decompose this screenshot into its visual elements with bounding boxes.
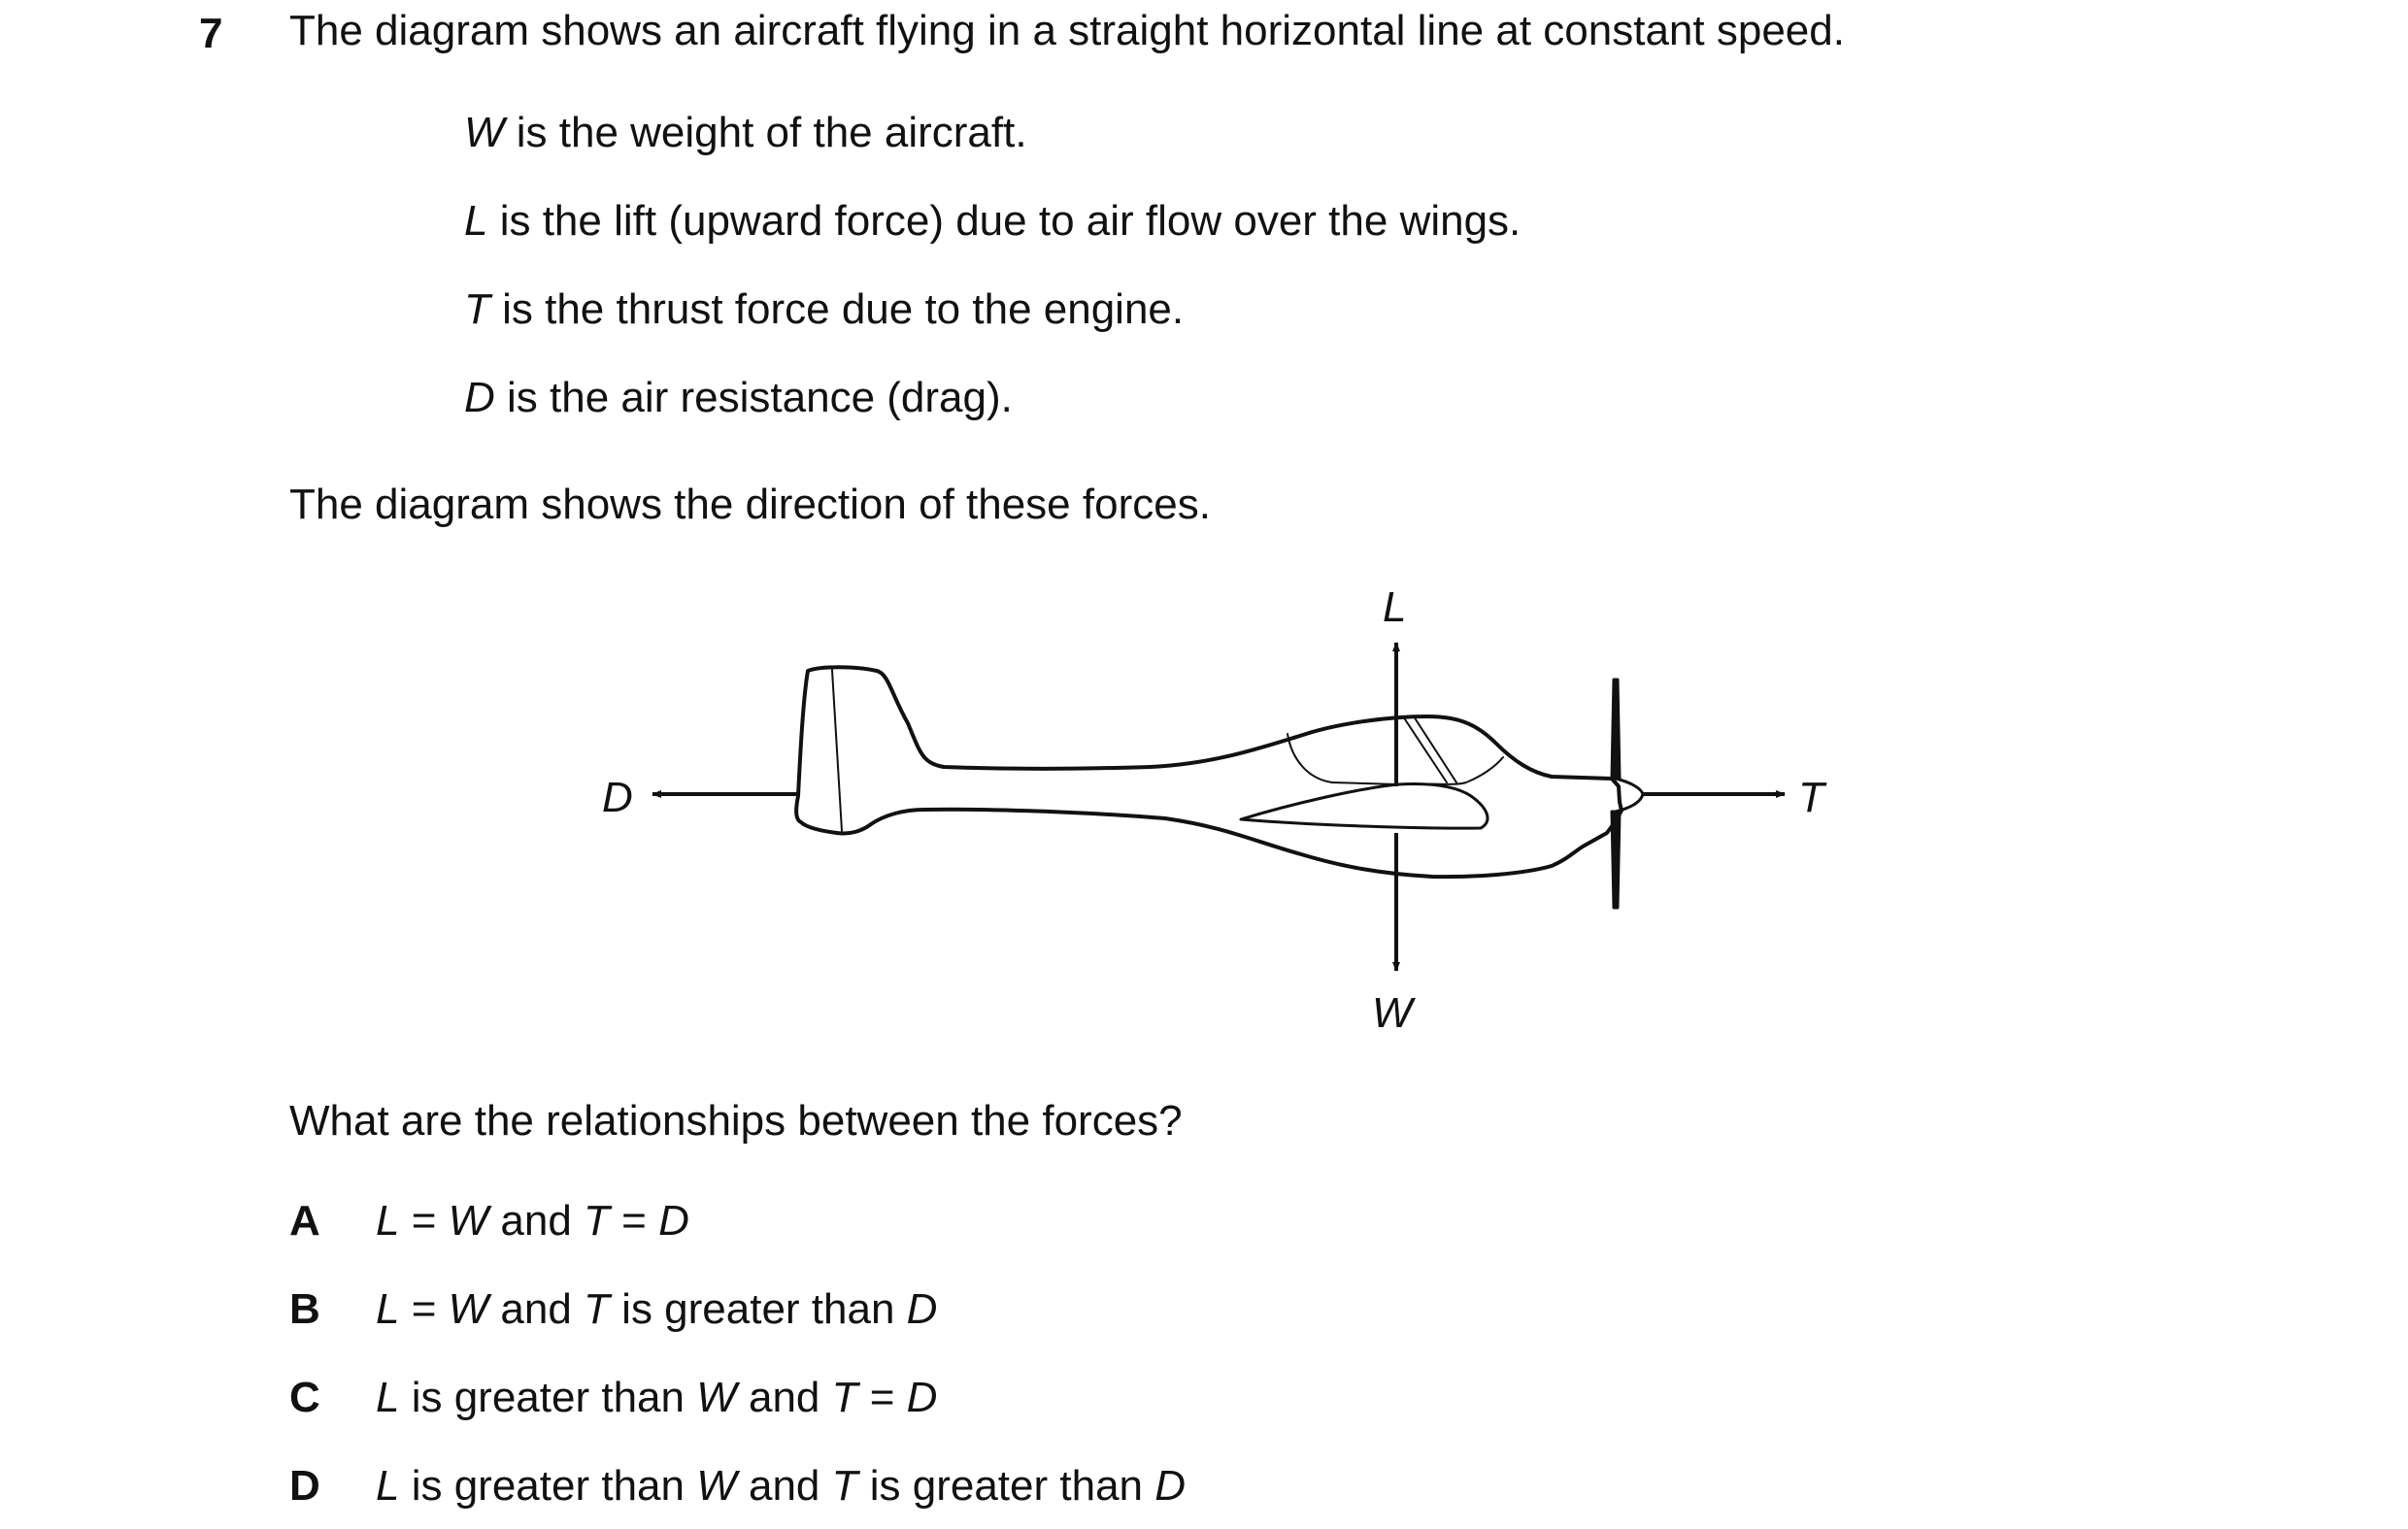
option-text <box>376 1285 937 1334</box>
option-word: is greater than <box>857 1462 1155 1510</box>
option-symbol: T <box>584 1285 610 1333</box>
option-letter: B <box>289 1285 320 1333</box>
definition-symbol: D <box>464 374 495 421</box>
option-symbol: W <box>696 1462 737 1510</box>
option-word: = <box>399 1285 449 1333</box>
option-symbol: D <box>906 1374 938 1421</box>
option-letter: C <box>289 1374 320 1421</box>
option-word: = <box>399 1197 449 1245</box>
option-word: and <box>736 1374 832 1421</box>
option-symbol: D <box>1154 1462 1187 1510</box>
option-symbol: L <box>376 1285 400 1333</box>
option-word: is greater than <box>399 1374 697 1421</box>
canopy-frame <box>1403 716 1456 782</box>
option-text <box>376 1462 1186 1511</box>
option-symbol: T <box>584 1197 610 1245</box>
option-symbol: D <box>906 1285 938 1333</box>
drag-label: D <box>602 774 633 821</box>
option-word: and <box>736 1462 832 1510</box>
definition-symbol: W <box>464 109 505 156</box>
option-word: and <box>488 1285 585 1333</box>
option-symbol: W <box>696 1374 737 1421</box>
fuselage-outline <box>796 667 1622 877</box>
option-letter: D <box>289 1462 320 1510</box>
definition-text: is the lift (upward force) due to air flow over the wings. <box>487 197 1522 245</box>
option-letter: A <box>289 1197 320 1245</box>
propeller-blade-top <box>1612 680 1620 779</box>
option-word: is greater than <box>399 1462 697 1510</box>
option-word: and <box>488 1197 585 1245</box>
option-symbol: W <box>448 1285 489 1333</box>
question-intro: The diagram shows an aircraft flying in a straight horizontal line at constant speed. <box>289 7 1845 54</box>
lift-label: L <box>1383 583 1407 631</box>
weight-label: W <box>1372 989 1413 1037</box>
option-symbol: L <box>376 1374 400 1421</box>
aircraft-drawing <box>796 667 1643 908</box>
thrust-label: T <box>1798 774 1824 821</box>
option-symbol: L <box>376 1197 400 1245</box>
option-word: = <box>857 1374 907 1421</box>
option-symbol: L <box>376 1462 400 1510</box>
definition-symbol: T <box>464 285 490 333</box>
rudder-line <box>832 670 842 831</box>
question-number: 7 <box>199 10 223 57</box>
definition-text: is the air resistance (drag). <box>494 374 1013 421</box>
option-symbol: D <box>658 1197 689 1245</box>
option-text <box>376 1374 937 1422</box>
question-prompt: What are the relationships between the forces? <box>289 1097 1183 1145</box>
option-word: is greater than <box>609 1285 907 1333</box>
option-word: = <box>609 1197 659 1245</box>
option-symbol: T <box>831 1462 858 1510</box>
option-symbol: W <box>448 1197 489 1245</box>
definition-symbol: L <box>464 197 488 245</box>
wing-outline <box>1241 784 1488 829</box>
propeller-blade-bottom <box>1612 812 1620 908</box>
definition-text: is the thrust force due to the engine. <box>489 285 1185 333</box>
option-symbol: T <box>831 1374 858 1421</box>
option-text <box>376 1197 689 1246</box>
diagram-caption: The diagram shows the direction of these forces. <box>289 481 1211 528</box>
definition-text: is the weight of the aircraft. <box>504 109 1027 156</box>
